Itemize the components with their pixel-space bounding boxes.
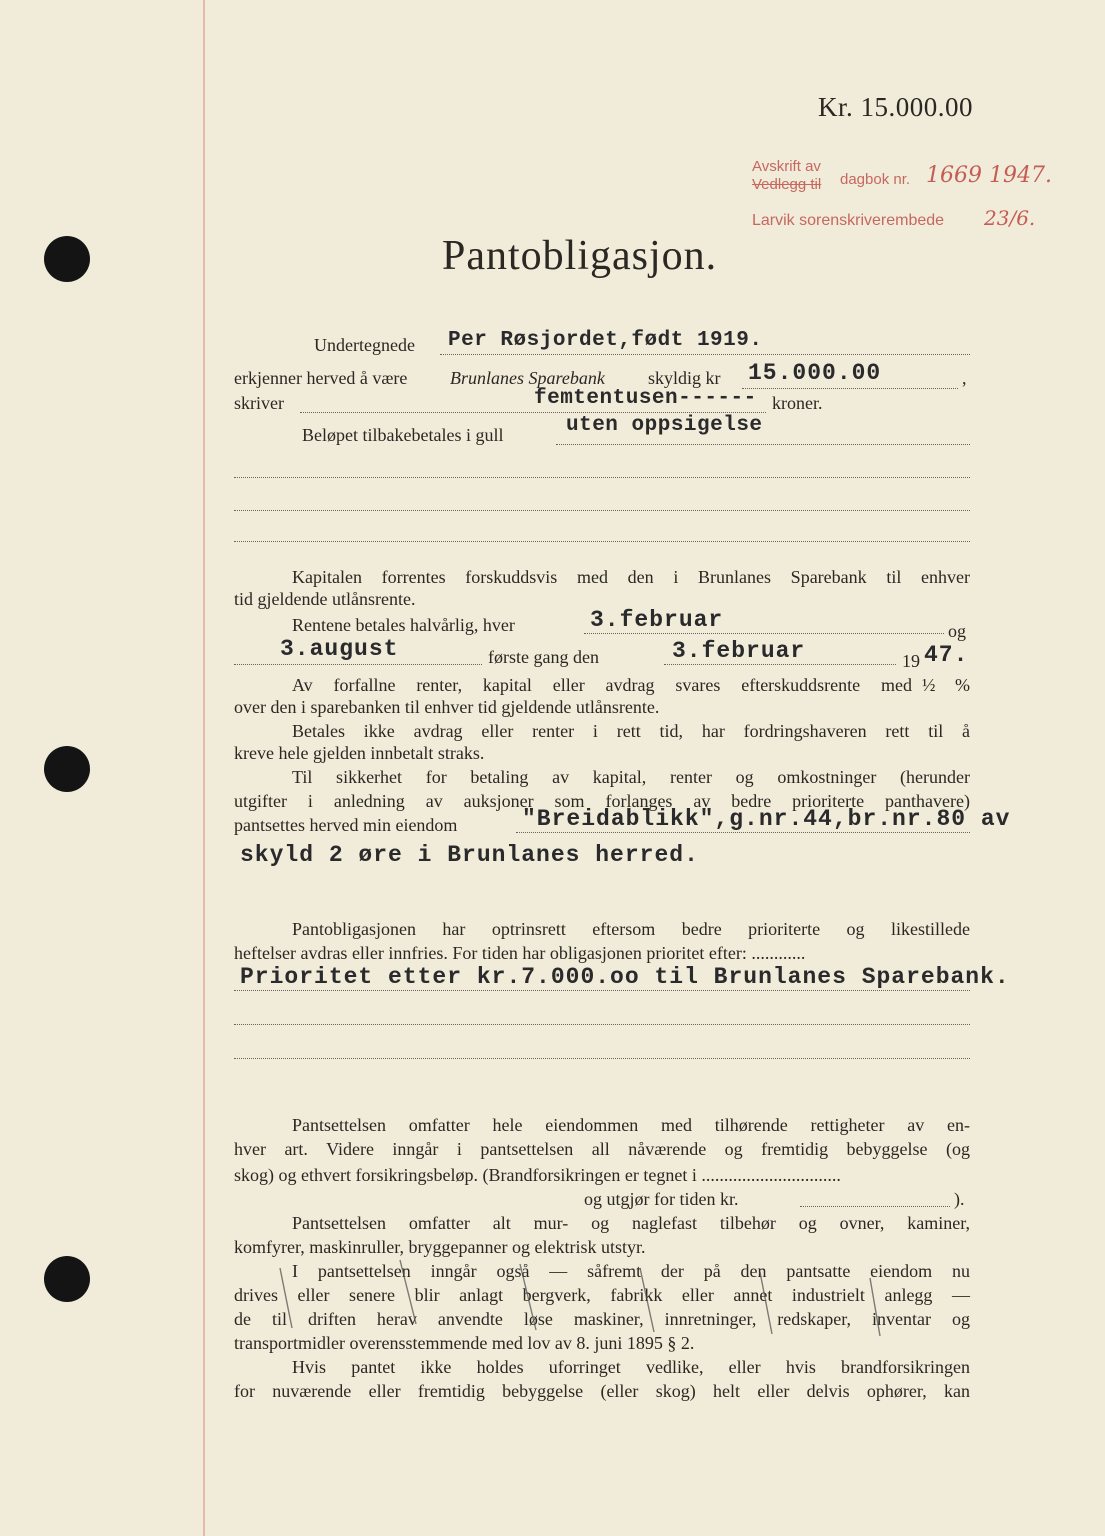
office-date: 23/6. xyxy=(984,206,1036,230)
payment-date-1: 3.februar xyxy=(590,607,724,633)
priority-value: Prioritet etter kr.7.000.oo til Brunlanes Sparebank. xyxy=(240,964,1010,990)
dotted-line xyxy=(234,1024,970,1025)
dotted-line xyxy=(234,664,482,665)
skyldig-label: skyldig kr xyxy=(648,368,721,388)
dotted-line xyxy=(742,388,958,389)
dotted-line xyxy=(516,832,970,833)
penalty-text-1: Av forfallne renter, kapital eller avdrag svares efterskuddsrente med xyxy=(292,675,912,695)
security-text-1: Til sikkerhet for betaling av kapital, renter og omkostninger (herunder xyxy=(292,767,970,787)
priority-text-1: Pantobligasjonen har optrinsrett eftersom bedre prioriterte og likestillede xyxy=(292,919,970,939)
stamp-line-2: Vedlegg til xyxy=(752,176,822,193)
scope-text-12: for nuværende eller fremtidig bebyggelse (eller skog) helt eller delvis ophører, kan xyxy=(234,1381,970,1401)
first-payment-date: 3.februar xyxy=(672,638,806,664)
erkjenner-label: erkjenner herved å være xyxy=(234,368,408,388)
dotted-line xyxy=(234,477,970,478)
dagbok-number: 1669 1947. xyxy=(926,163,1052,188)
amount-comma: , xyxy=(962,368,967,388)
security-text-3: pantsettes herved min eiendom xyxy=(234,815,458,835)
amount-value: 15.000.00 xyxy=(748,360,882,386)
scope-text-5: Pantsettelsen omfatter alt mur- og naglefast tilbehør og ovner, kaminer, xyxy=(292,1213,970,1233)
header-amount: Kr. 15.000.00 xyxy=(818,92,973,122)
dotted-line xyxy=(300,412,766,413)
default-text-2: kreve hele gjelden innbetalt straks. xyxy=(234,743,485,763)
dotted-line xyxy=(664,664,896,665)
dotted-line xyxy=(556,444,970,445)
scope-text-10: transportmidler overensstemmende med lov av 8. juni 1895 § 2. xyxy=(234,1333,695,1353)
dotted-line xyxy=(800,1206,950,1207)
penalty-percent: % xyxy=(955,675,970,695)
scope-text-2: hver art. Videre inngår i pantsettelsen all nåværende og fremtidig bebyggelse (og xyxy=(234,1139,970,1159)
scope-text-4a: og utgjør for tiden kr. xyxy=(584,1189,739,1209)
property-description: "Breidablikk",g.nr.44,br.nr.80 av xyxy=(522,806,1011,832)
office-stamp: Larvik sorenskriverembede xyxy=(752,212,945,229)
security-text-2: utgifter i anledning av auksjoner som forlanges av bedre prioriterte panthavere) xyxy=(234,791,970,811)
penalty-rate: ½ xyxy=(922,675,936,695)
dotted-line xyxy=(234,990,970,991)
belopet-value: uten oppsigelse xyxy=(566,414,763,437)
skriver-label: skriver xyxy=(234,393,284,413)
kroner-label: kroner. xyxy=(772,393,823,413)
penalty-text-2: over den i sparebanken til enhver tid gjeldende utlånsrente. xyxy=(234,697,660,717)
bank-name: Brunlanes Sparebank xyxy=(450,368,605,388)
interest-text-1: Kapitalen forrentes forskuddsvis med den i Brunlanes Sparebank til enhver xyxy=(292,567,970,587)
dotted-line xyxy=(234,510,970,511)
scope-text-3: skog) og ethvert forsikringsbeløp. (Brandforsikringen er tegnet i ............................... xyxy=(234,1165,841,1185)
stamp-line-1: Avskrift av xyxy=(752,158,821,175)
dotted-line xyxy=(234,541,970,542)
punch-hole-bottom xyxy=(44,1256,90,1302)
punch-hole-top xyxy=(44,236,90,282)
year-suffix: 47. xyxy=(924,642,969,668)
scope-text-7: I pantsettelsen inngår også — såfremt der på den pantsatte eiendom nu xyxy=(292,1261,970,1281)
interest-text-2: tid gjeldende utlånsrente. xyxy=(234,589,416,609)
scope-text-9: de til driften herav anvendte løse maskiner, innretninger, redskaper, inventar og xyxy=(234,1309,970,1329)
dotted-line xyxy=(440,354,970,355)
scope-text-6: komfyrer, maskinruller, bryggepanner og elektrisk utstyr. xyxy=(234,1237,646,1257)
stamp-line-3: dagbok nr. xyxy=(840,171,911,188)
margin-line xyxy=(203,0,205,1536)
scope-text-1: Pantsettelsen omfatter hele eiendommen med tilhørende rettigheter av en- xyxy=(292,1115,970,1135)
priority-text-2: heftelser avdras eller innfries. For tiden har obligasjonen prioritet efter: ............ xyxy=(234,943,806,963)
amount-words: femtentusen------ xyxy=(534,387,757,410)
default-text-1: Betales ikke avdrag eller renter i rett tid, har fordringshaveren rett til å xyxy=(292,721,970,741)
dotted-line xyxy=(584,633,944,634)
year-prefix: 19 xyxy=(902,651,920,671)
scope-text-11: Hvis pantet ikke holdes uforringet vedlike, eller hvis brandforsikringen xyxy=(292,1357,970,1377)
document-title: Pantobligasjon. xyxy=(442,233,718,279)
belopet-label: Beløpet tilbakebetales i gull xyxy=(302,425,504,445)
og-label: og xyxy=(948,621,966,641)
pen-strike-marks xyxy=(270,1258,910,1338)
undertegnede-value: Per Røsjordet,født 1919. xyxy=(448,329,763,352)
property-description-2: skyld 2 øre i Brunlanes herred. xyxy=(240,842,699,868)
punch-hole-middle xyxy=(44,746,90,792)
scope-text-8: drives eller senere blir anlagt bergverk, fabrikk eller annet industrielt anlegg — xyxy=(234,1285,970,1305)
dotted-line xyxy=(234,1058,970,1059)
scope-text-4b: ). xyxy=(954,1189,965,1209)
renter-label: Rentene betales halvårlig, hver xyxy=(292,615,515,635)
forste-label: første gang den xyxy=(488,647,599,667)
undertegnede-label: Undertegnede xyxy=(314,335,415,355)
payment-date-2: 3.august xyxy=(280,636,399,662)
